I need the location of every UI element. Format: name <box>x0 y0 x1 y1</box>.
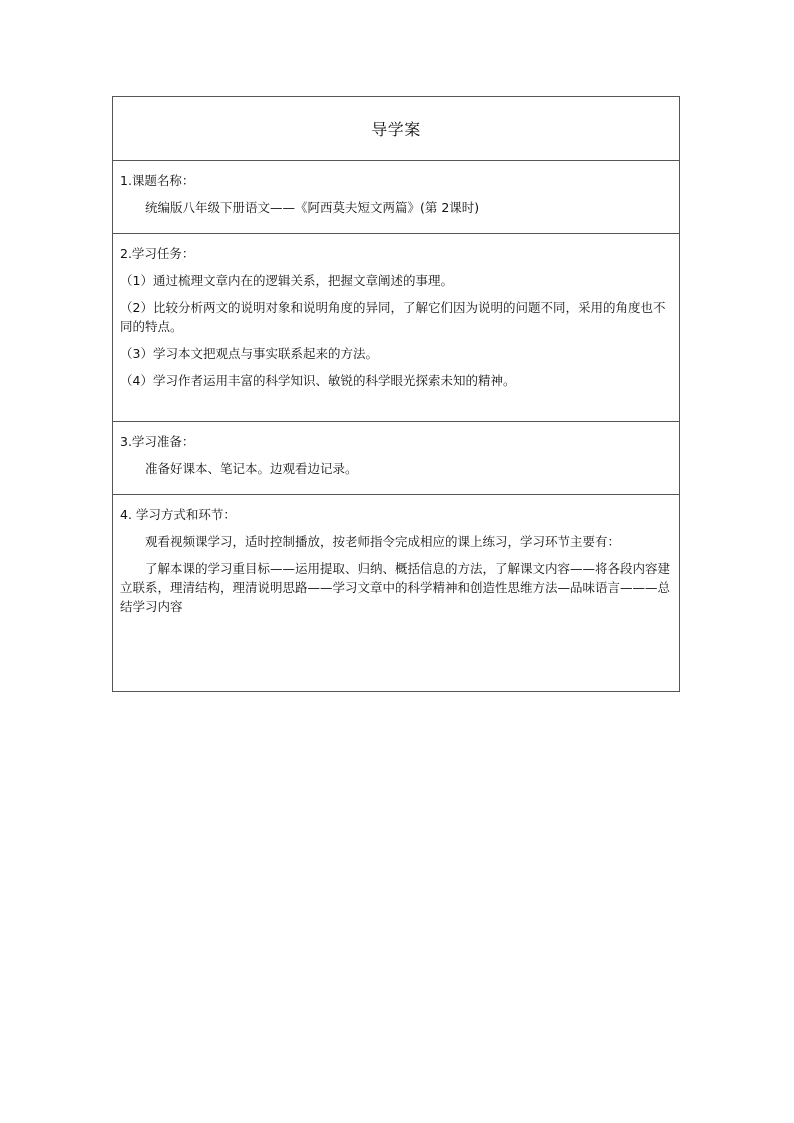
learning-prep-section <box>113 421 679 494</box>
course-name-section <box>113 160 679 233</box>
learning-tasks-heading: 2.学习任务： <box>120 246 195 261</box>
course-name-heading: 1.课题名称： <box>120 173 195 188</box>
learning-method-para-1: 观看视频课学习，适时控制播放，按老师指令完成相应的课上练习，学习环节主要有： <box>145 534 621 549</box>
task-item-1: （1）通过梳理文章内在的逻辑关系，把握文章阐述的事理。 <box>120 273 453 288</box>
task-item-2: （2）比较分析两文的说明对象和说明角度的异同，了解它们因为说明的问题不同，采用的角度也不同的特点。 <box>120 300 666 334</box>
learning-prep-heading: 3.学习准备： <box>120 434 195 449</box>
learning-tasks-section <box>113 233 679 421</box>
title-row <box>113 97 679 160</box>
page-title: 导学案 <box>371 120 421 139</box>
learning-method-para-2: 了解本课的学习重目标——运用提取、归纳、概括信息的方法，了解课文内容——将各段内容建立联系，理清结构，理清说明思路——学习文章中的科学精神和创造性思维方法—品味语言———总结学习内容 <box>120 561 671 614</box>
study-guide-table <box>112 96 680 692</box>
learning-method-section <box>113 494 679 691</box>
task-item-4: （4）学习作者运用丰富的科学知识、敏锐的科学眼光探索未知的精神。 <box>120 373 516 388</box>
course-name-value: 统编版八年级下册语文——《阿西莫夫短文两篇》(第 2课时) <box>145 200 480 215</box>
task-item-3: （3）学习本文把观点与事实联系起来的方法。 <box>120 346 378 361</box>
learning-prep-value: 准备好课本、笔记本。边观看边记录。 <box>145 461 358 476</box>
learning-method-heading: 4. 学习方式和环节： <box>120 507 236 522</box>
